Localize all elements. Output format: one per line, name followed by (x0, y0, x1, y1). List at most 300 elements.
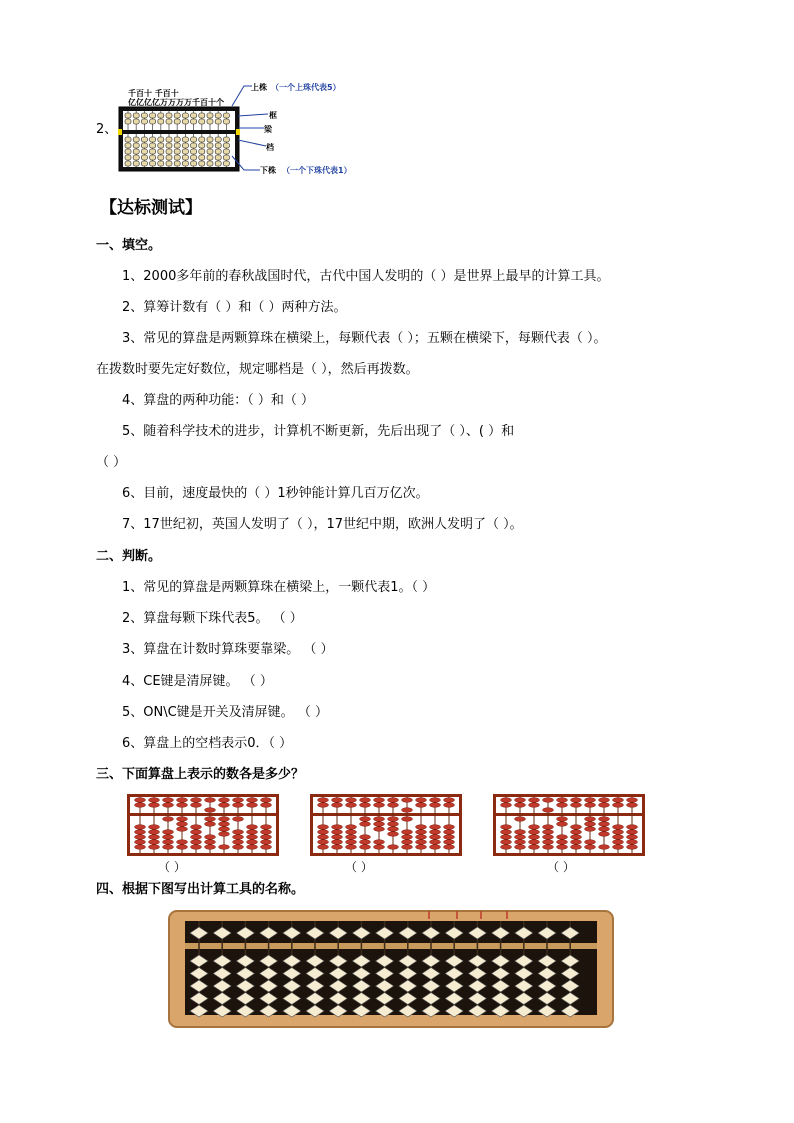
abacus-upper-bead (374, 798, 385, 803)
abacus-upper-bead (360, 798, 371, 803)
abacus-lower-bead (346, 825, 357, 830)
abacus-lower-bead (233, 817, 244, 822)
abacus-upper-bead (416, 803, 427, 808)
abacus-upper-bead (233, 803, 244, 808)
diagram-lower-bead (150, 161, 156, 166)
abacus-lower-bead (360, 817, 371, 822)
abacus-upper-bead (374, 803, 385, 808)
abacus-lower-bead (515, 845, 526, 850)
diagram-upper-bead (199, 113, 205, 118)
diagram-lower-bead (166, 137, 172, 142)
abacus-lower-bead (318, 825, 329, 830)
abacus-lower-bead (177, 840, 188, 845)
diagram-lower-bead (207, 137, 213, 142)
abacus-lower-bead (205, 822, 216, 827)
abacus-lower-bead (557, 817, 568, 822)
diagram-upper-bead (158, 113, 164, 118)
part1-q7: 7、17世纪初，英国人发明了（ ），17世纪中期，欧洲人发明了（ ）。 (122, 517, 523, 532)
part4-heading: 四、根据下图写出计算工具的名称。 (96, 882, 305, 897)
abacus-lower-bead (571, 825, 582, 830)
abacus-lower-bead (233, 840, 244, 845)
diagram-lower-bead (223, 161, 229, 166)
diagram-lower-bead (199, 155, 205, 160)
part1-q5b: （ ） (96, 455, 127, 470)
abacus-lower-bead (233, 835, 244, 840)
abacus-upper-bead (149, 798, 160, 803)
abacus-lower-bead (191, 835, 202, 840)
diagram-lower-bead (199, 143, 205, 148)
abacus-upper-bead (346, 798, 357, 803)
abacus-upper-bead (501, 798, 512, 803)
abacus-upper-bead (247, 803, 258, 808)
abacus-lower-bead (543, 835, 554, 840)
abacus-lower-bead (444, 835, 455, 840)
diagram-lower-bead (191, 161, 197, 166)
abacus-lower-bead (205, 840, 216, 845)
abacus-lower-bead (332, 825, 343, 830)
diagram-upper-bead-note: （一个上珠代表5） (271, 83, 341, 92)
abacus-lower-bead (149, 830, 160, 835)
diagram-rod-label: 档 (266, 143, 274, 152)
abacus-upper-bead (613, 798, 624, 803)
abacus-lower-bead (135, 845, 146, 850)
abacus-lower-bead (501, 830, 512, 835)
diagram-lower-bead (199, 149, 205, 154)
abacus-lower-bead (543, 830, 554, 835)
diagram-lower-bead (141, 155, 147, 160)
abacus-lower-bead (360, 835, 371, 840)
part3-heading: 三、下面算盘上表示的数各是多少？ (96, 767, 305, 782)
abacus-lower-bead (374, 845, 385, 850)
abacus-lower-bead (585, 845, 596, 850)
abacus-lower-bead (501, 845, 512, 850)
diagram-lower-bead (166, 143, 172, 148)
abacus-upper-bead (135, 803, 146, 808)
abacus-lower-bead (585, 840, 596, 845)
abacus-lower-bead (444, 830, 455, 835)
abacus-lower-bead (135, 835, 146, 840)
abacus-lower-bead (261, 830, 272, 835)
abacus-upper-bead (543, 798, 554, 803)
diagram-upper-bead (141, 113, 147, 118)
abacus-upper-bead (205, 798, 216, 803)
abacus-lower-bead (374, 827, 385, 832)
diagram-lower-bead (125, 161, 131, 166)
abacus-upper-bead (360, 803, 371, 808)
diagram-upper-bead (158, 119, 164, 124)
abacus-lower-bead (402, 817, 413, 822)
abacus-upper-bead (430, 803, 441, 808)
abacus-lower-bead (599, 827, 610, 832)
abacus-lower-bead (261, 845, 272, 850)
section-title: 【达标测试】 (100, 198, 202, 218)
diagram-upper-bead (166, 119, 172, 124)
abacus-lower-bead (557, 835, 568, 840)
abacus-lower-bead (627, 830, 638, 835)
abacus-lower-bead (515, 835, 526, 840)
abacus-lower-bead (149, 835, 160, 840)
abacus-lower-bead (233, 845, 244, 850)
abacus-question-3 (493, 794, 645, 860)
diagram-upper-bead (174, 119, 180, 124)
diagram-lower-bead (125, 143, 131, 148)
abacus-lower-bead (149, 825, 160, 830)
abacus-lower-bead (149, 845, 160, 850)
abacus-lower-bead (332, 830, 343, 835)
abacus-upper-bead (585, 798, 596, 803)
abacus-lower-bead (233, 830, 244, 835)
abacus-lower-bead (599, 817, 610, 822)
diagram-lower-bead (223, 143, 229, 148)
abacus-upper-bead (444, 798, 455, 803)
diagram-lower-bead (133, 161, 139, 166)
diagram-lower-bead (174, 143, 180, 148)
abacus-upper-bead (318, 798, 329, 803)
part1-q5a: 5、随着科学技术的进步，计算机不断更新，先后出现了（ ）、( ）和 (122, 424, 515, 439)
part1-q4: 4、算盘的两种功能：（ ）和（ ） (122, 393, 315, 408)
abacus-lower-bead (529, 825, 540, 830)
diagram-index: 2、 (96, 122, 118, 137)
abacus-lower-bead (416, 825, 427, 830)
diagram-beam (119, 130, 239, 134)
diagram-lower-bead (199, 161, 205, 166)
abacus-upper-bead (247, 798, 258, 803)
part1-q2: 2、算筹计数有（ ）和（ ）两种方法。 (122, 300, 347, 315)
diagram-lower-bead-note: （一个下珠代表1） (282, 166, 352, 175)
diagram-upper-bead (174, 113, 180, 118)
abacus-lower-bead (191, 830, 202, 835)
abacus-lower-bead (444, 845, 455, 850)
abacus-upper-bead (261, 798, 272, 803)
diagram-lower-bead (133, 137, 139, 142)
abacus-upper-bead (557, 798, 568, 803)
abacus-lower-bead (515, 830, 526, 835)
abacus-upper-bead (402, 798, 413, 803)
abacus-lower-bead (430, 835, 441, 840)
abacus-lower-bead (501, 840, 512, 845)
abacus-lower-bead (219, 832, 230, 837)
part2-q6: 6、算盘上的空档表示0．（ ） (122, 736, 293, 751)
diagram-lower-bead (182, 149, 188, 154)
diagram-frame-label: 框 (269, 111, 277, 120)
abacus-beam (129, 813, 278, 816)
abacus-lower-bead (149, 840, 160, 845)
diagram-lower-bead (191, 155, 197, 160)
abacus-upper-bead (177, 803, 188, 808)
diagram-lower-bead (215, 149, 221, 154)
abacus-lower-bead (163, 830, 174, 835)
abacus-lower-bead (360, 822, 371, 827)
abacus-upper-bead (416, 798, 427, 803)
part2-q5: 5、ON\C键是开关及清屏键。 （ ） (122, 705, 328, 720)
diagram-lower-bead (125, 149, 131, 154)
diagram-upper-bead (125, 113, 131, 118)
abacus-upper-bead (219, 803, 230, 808)
abacus-lower-bead (163, 817, 174, 822)
abacus-lower-bead (177, 845, 188, 850)
diagram-lower-bead (191, 137, 197, 142)
diagram-lower-bead (174, 137, 180, 142)
answer-blank-1[interactable]: （ ） (158, 860, 186, 874)
diagram-lower-bead (158, 155, 164, 160)
diagram-top-units-2: 亿亿亿亿万万万万千百十个 (128, 98, 224, 107)
abacus-lower-bead (430, 845, 441, 850)
abacus-lower-bead (332, 840, 343, 845)
diagram-upper-bead (150, 119, 156, 124)
abacus-upper-bead (388, 798, 399, 803)
abacus-lower-bead (599, 822, 610, 827)
abacus-upper-bead (501, 803, 512, 808)
abacus-lower-bead (515, 817, 526, 822)
diagram-lower-bead (150, 137, 156, 142)
abacus-upper-bead (402, 808, 413, 813)
abacus-upper-bead (191, 798, 202, 803)
diagram-lower-bead (166, 149, 172, 154)
abacus-lower-bead (318, 830, 329, 835)
abacus-lower-bead (332, 835, 343, 840)
diagram-lower-bead (150, 155, 156, 160)
abacus-lower-bead (501, 835, 512, 840)
abacus-upper-bead (346, 803, 357, 808)
part2-heading: 二、判断。 (96, 549, 162, 564)
abacus-upper-bead (149, 803, 160, 808)
abacus-upper-bead (219, 798, 230, 803)
diagram-leader-lines (230, 80, 270, 175)
diagram-lower-bead (125, 137, 131, 142)
answer-blank-2[interactable]: （ ） (345, 860, 373, 874)
abacus-upper-bead (515, 803, 526, 808)
diagram-upper-bead (223, 113, 229, 118)
abacus-lower-bead (388, 845, 399, 850)
abacus-lower-bead (613, 825, 624, 830)
abacus-lower-bead (416, 835, 427, 840)
diagram-upper-bead (191, 113, 197, 118)
part1-q3b: 在拨数时要先定好数位，规定哪档是（ ），然后再拨数。 (96, 362, 419, 377)
abacus-lower-bead (219, 827, 230, 832)
diagram-lower-bead (166, 161, 172, 166)
abacus-upper-bead (191, 803, 202, 808)
abacus-lower-bead (177, 822, 188, 827)
diagram-lower-bead (191, 149, 197, 154)
diagram-beam-label: 梁 (264, 125, 272, 134)
abacus-upper-bead (557, 803, 568, 808)
abacus-lower-bead (571, 845, 582, 850)
abacus-lower-bead (219, 817, 230, 822)
diagram-upper-bead (199, 119, 205, 124)
diagram-lower-bead (207, 143, 213, 148)
wooden-abacus-photo (167, 907, 615, 1033)
abacus-upper-bead (318, 803, 329, 808)
abacus-upper-bead (444, 803, 455, 808)
diagram-lower-bead (174, 155, 180, 160)
abacus-lower-bead (346, 830, 357, 835)
abacus-lower-bead (613, 840, 624, 845)
diagram-lower-bead-label: 下株 (260, 166, 276, 175)
abacus-lower-bead (388, 827, 399, 832)
abacus-lower-bead (627, 835, 638, 840)
abacus-lower-bead (585, 817, 596, 822)
diagram-upper-bead (223, 119, 229, 124)
diagram-lower-bead (182, 155, 188, 160)
abacus-lower-bead (557, 840, 568, 845)
labelled-abacus-diagram (118, 106, 240, 172)
abacus-beam (312, 813, 461, 816)
diagram-lower-bead (191, 143, 197, 148)
abacus-lower-bead (360, 840, 371, 845)
diagram-lower-bead (215, 143, 221, 148)
diagram-lower-bead (141, 137, 147, 142)
abacus-upper-bead (599, 798, 610, 803)
abacus-lower-bead (627, 845, 638, 850)
diagram-lower-bead (141, 161, 147, 166)
diagram-lower-bead (158, 143, 164, 148)
diagram-beam-marker-left (118, 129, 122, 135)
diagram-lower-bead (207, 161, 213, 166)
abacus-lower-bead (261, 825, 272, 830)
abacus-lower-bead (430, 825, 441, 830)
abacus-lower-bead (261, 840, 272, 845)
abacus-upper-bead (627, 803, 638, 808)
abacus-lower-bead (261, 835, 272, 840)
diagram-lower-bead (141, 143, 147, 148)
diagram-lower-bead (215, 155, 221, 160)
abacus-lower-bead (191, 840, 202, 845)
abacus-lower-bead (599, 845, 610, 850)
abacus-lower-bead (388, 817, 399, 822)
abacus-upper-bead (543, 808, 554, 813)
diagram-lower-bead (158, 149, 164, 154)
abacus-lower-bead (571, 830, 582, 835)
abacus-lower-bead (571, 840, 582, 845)
abacus-lower-bead (416, 845, 427, 850)
diagram-lower-bead (215, 137, 221, 142)
abacus-lower-bead (318, 845, 329, 850)
abacus-lower-bead (402, 840, 413, 845)
diagram-lower-bead (141, 149, 147, 154)
diagram-upper-bead (133, 119, 139, 124)
abacus-lower-bead (374, 817, 385, 822)
abacus-lower-bead (191, 825, 202, 830)
abacus-lower-bead (613, 830, 624, 835)
abacus-lower-bead (135, 830, 146, 835)
diagram-upper-bead (166, 113, 172, 118)
abacus-lower-bead (613, 835, 624, 840)
part2-q4: 4、CE键是清屏键。 （ ） (122, 674, 273, 689)
abacus-lower-bead (205, 835, 216, 840)
abacus-lower-bead (219, 845, 230, 850)
abacus-lower-bead (402, 835, 413, 840)
abacus-lower-bead (416, 830, 427, 835)
abacus-upper-bead (627, 798, 638, 803)
part2-q2: 2、算盘每颗下珠代表5。 （ ） (122, 611, 303, 626)
abacus-lower-bead (163, 845, 174, 850)
abacus-lower-bead (318, 840, 329, 845)
abacus-lower-bead (247, 830, 258, 835)
part1-heading: 一、填空。 (96, 238, 162, 253)
abacus-lower-bead (247, 835, 258, 840)
abacus-lower-bead (444, 840, 455, 845)
abacus-lower-bead (191, 845, 202, 850)
abacus-lower-bead (135, 825, 146, 830)
abacus-lower-bead (444, 825, 455, 830)
abacus-lower-bead (543, 840, 554, 845)
diagram-lower-bead (125, 155, 131, 160)
abacus-lower-bead (388, 832, 399, 837)
diagram-upper-bead (215, 119, 221, 124)
abacus-lower-bead (585, 827, 596, 832)
abacus-lower-bead (416, 840, 427, 845)
diagram-lower-bead (182, 137, 188, 142)
diagram-lower-bead (207, 149, 213, 154)
abacus-upper-bead (261, 803, 272, 808)
abacus-lower-bead (529, 835, 540, 840)
abacus-lower-bead (543, 825, 554, 830)
abacus-upper-bead (163, 798, 174, 803)
abacus-lower-bead (205, 845, 216, 850)
diagram-lower-bead (182, 161, 188, 166)
abacus-lower-bead (163, 840, 174, 845)
diagram-upper-bead (191, 119, 197, 124)
diagram-upper-bead (125, 119, 131, 124)
diagram-lower-bead (207, 155, 213, 160)
abacus-upper-bead (205, 808, 216, 813)
abacus-upper-bead (332, 803, 343, 808)
abacus-lower-bead (135, 840, 146, 845)
abacus-lower-bead (346, 835, 357, 840)
abacus-lower-bead (402, 830, 413, 835)
abacus-lower-bead (627, 825, 638, 830)
abacus-upper-bead (515, 798, 526, 803)
abacus-lower-bead (247, 825, 258, 830)
abacus-lower-bead (205, 817, 216, 822)
diagram-upper-bead (182, 113, 188, 118)
diagram-lower-bead (133, 143, 139, 148)
answer-blank-3[interactable]: （ ） (547, 860, 575, 874)
diagram-upper-bead (141, 119, 147, 124)
abacus-lower-bead (374, 840, 385, 845)
abacus-lower-bead (219, 822, 230, 827)
abacus-lower-bead (318, 835, 329, 840)
abacus-upper-bead (135, 798, 146, 803)
abacus-upper-bead (163, 803, 174, 808)
diagram-lower-bead (199, 137, 205, 142)
diagram-upper-bead (207, 113, 213, 118)
abacus-lower-bead (543, 845, 554, 850)
abacus-lower-bead (585, 822, 596, 827)
diagram-upper-bead-label: 上株 (251, 83, 267, 92)
diagram-lower-bead (133, 149, 139, 154)
abacus-lower-bead (332, 845, 343, 850)
abacus-lower-bead (402, 845, 413, 850)
diagram-upper-bead (182, 119, 188, 124)
abacus-lower-bead (557, 822, 568, 827)
abacus-upper-bead (430, 798, 441, 803)
diagram-upper-bead (215, 113, 221, 118)
part1-q3a: 3、常见的算盘是两颗算珠在横梁上，每颗代表（ ）；五颗在横梁下，每颗代表（ ）。 (122, 331, 607, 346)
abacus-lower-bead (346, 840, 357, 845)
abacus-lower-bead (388, 822, 399, 827)
part2-q1: 1、常见的算盘是两颗算珠在横梁上，一颗代表1。（ ） (122, 580, 436, 595)
abacus-lower-bead (247, 845, 258, 850)
diagram-upper-bead (150, 113, 156, 118)
abacus-lower-bead (501, 825, 512, 830)
abacus-upper-bead (388, 803, 399, 808)
abacus-lower-bead (529, 830, 540, 835)
wood-beam (185, 943, 597, 949)
diagram-lower-bead (223, 137, 229, 142)
diagram-top-units-1: 千百十 千百十 (128, 89, 179, 98)
diagram-lower-bead (166, 155, 172, 160)
